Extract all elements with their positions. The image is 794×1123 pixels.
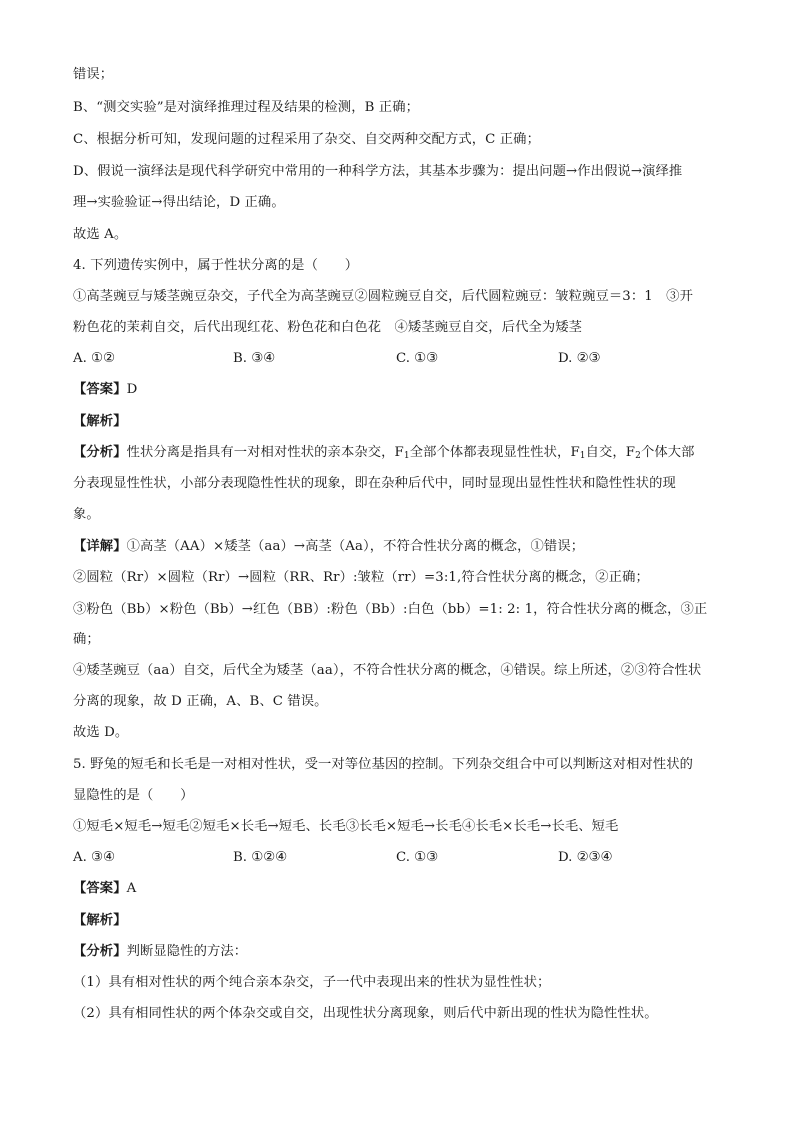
- text-line: 错误；: [73, 67, 114, 82]
- fenxi-text: 个体大部: [640, 445, 695, 460]
- detail-line: [73, 538, 724, 556]
- subscript: 1: [579, 451, 586, 461]
- analysis-label: 【解析】: [73, 414, 127, 429]
- fenxi-text: 判断显隐性的方法：: [126, 944, 248, 959]
- analysis-line: [73, 444, 724, 462]
- answer-value: D: [126, 382, 138, 397]
- conclusion-line: 故选 A。: [73, 227, 128, 242]
- fenxi-text: 自交，F: [585, 445, 636, 460]
- text-line: B、“测交实验”是对演绎推理过程及结果的检测，B 正确；: [73, 100, 419, 115]
- text-line: D、假说一演绎法是现代科学研究中常用的一种科学方法，其基本步骤为：提出问题→作出假说→演绎推: [73, 164, 683, 179]
- option-d: D. ②③: [558, 351, 601, 366]
- detail-line: 分离的现象，故 D 正确，A、B、C 错误。: [73, 694, 328, 709]
- answer-value: A: [126, 881, 137, 896]
- options-row: [73, 849, 733, 867]
- analysis-tag: [73, 413, 724, 431]
- subscript: 1: [403, 451, 410, 461]
- analysis-tag: [73, 912, 724, 930]
- answer-line: [73, 381, 724, 399]
- detail-line: ③粉色（Bb）×粉色（Bb）→红色（BB）:粉色（Bb）:白色（bb）=1: 2: 1，符合性状分离的概念，③正: [73, 602, 708, 617]
- fenxi-tag: 【分析】: [73, 445, 127, 460]
- option-c: C. ①③: [396, 850, 438, 865]
- conclusion-line: 故选 D。: [73, 725, 129, 740]
- text-line: 理→实验验证→得出结论，D 正确。: [73, 195, 285, 210]
- answer-tag: 【答案】: [73, 881, 127, 896]
- detail-text: ①高茎（AA）×矮茎（aa）→高茎（Aa），不符合性状分离的概念，①错误；: [126, 539, 585, 554]
- option-a: A. ①②: [73, 351, 115, 366]
- option-d: D. ②③④: [558, 850, 613, 865]
- detail-line: 确；: [73, 632, 100, 647]
- fenxi-text: 全部个体都表现显性性状，F: [409, 445, 580, 460]
- detail-tag: 【详解】: [73, 539, 127, 554]
- detail-line: ②圆粒（Rr）×圆粒（Rr）→圆粒（RR、Rr）:皱粒（rr）=3:1,符合性状分离的概念，②正确；: [73, 570, 649, 585]
- analysis-line: [73, 943, 724, 961]
- fenxi-text: 性状分离是指具有一对相对性状的亲本杂交，F: [126, 445, 404, 460]
- question-stem: 显隐性的是（ ）: [73, 788, 194, 803]
- question-stem: 5. 野兔的短毛和长毛是一对相对性状，受一对等位基因的控制。下列杂交组合中可以判断这对相对性状的: [73, 757, 694, 772]
- option-c: C. ①③: [396, 351, 438, 366]
- answer-tag: 【答案】: [73, 382, 127, 397]
- question-stem: 4. 下列遗传实例中，属于性状分离的是（ ）: [73, 258, 359, 273]
- answer-line: [73, 880, 724, 898]
- analysis-line: 分表现显性性状，小部分表现隐性性状的现象，即在杂种后代中，同时显现出显性性状和隐性性状的现: [73, 476, 676, 491]
- option-b: B. ③④: [233, 351, 276, 366]
- analysis-label: 【解析】: [73, 913, 127, 928]
- question-items: 粉色花的茉莉自交，后代出现红花、粉色花和白色花 ④矮茎豌豆自交，后代全为矮茎: [73, 320, 583, 335]
- fenxi-tag: 【分析】: [73, 944, 127, 959]
- method-line: （1）具有相对性状的两个纯合亲本杂交，子一代中表现出来的性状为显性性状；: [73, 975, 551, 990]
- analysis-line: 象。: [73, 507, 100, 522]
- question-items: ①短毛×短毛→短毛②短毛×长毛→短毛、长毛③长毛×短毛→长毛④长毛×长毛→长毛、短毛: [73, 819, 619, 834]
- option-a: A. ③④: [73, 850, 115, 865]
- text-line: C、根据分析可知，发现问题的过程采用了杂交、自交两种交配方式，C 正确；: [73, 132, 540, 147]
- question-items: ①高茎豌豆与矮茎豌豆杂交，子代全为高茎豌豆②圆粒豌豆自交，后代圆粒豌豆：皱粒豌豆＝3：1 ③开: [73, 289, 693, 304]
- detail-line: ④矮茎豌豆（aa）自交，后代全为矮茎（aa），不符合性状分离的概念，④错误。综上所述，②③符合性状: [73, 663, 702, 678]
- option-b: B. ①②④: [233, 850, 287, 865]
- subscript: 2: [635, 451, 641, 461]
- method-line: （2）具有相同性状的两个体杂交或自交，出现性状分离现象，则后代中新出现的性状为隐性性状。: [73, 1006, 658, 1021]
- options-row: [73, 350, 733, 368]
